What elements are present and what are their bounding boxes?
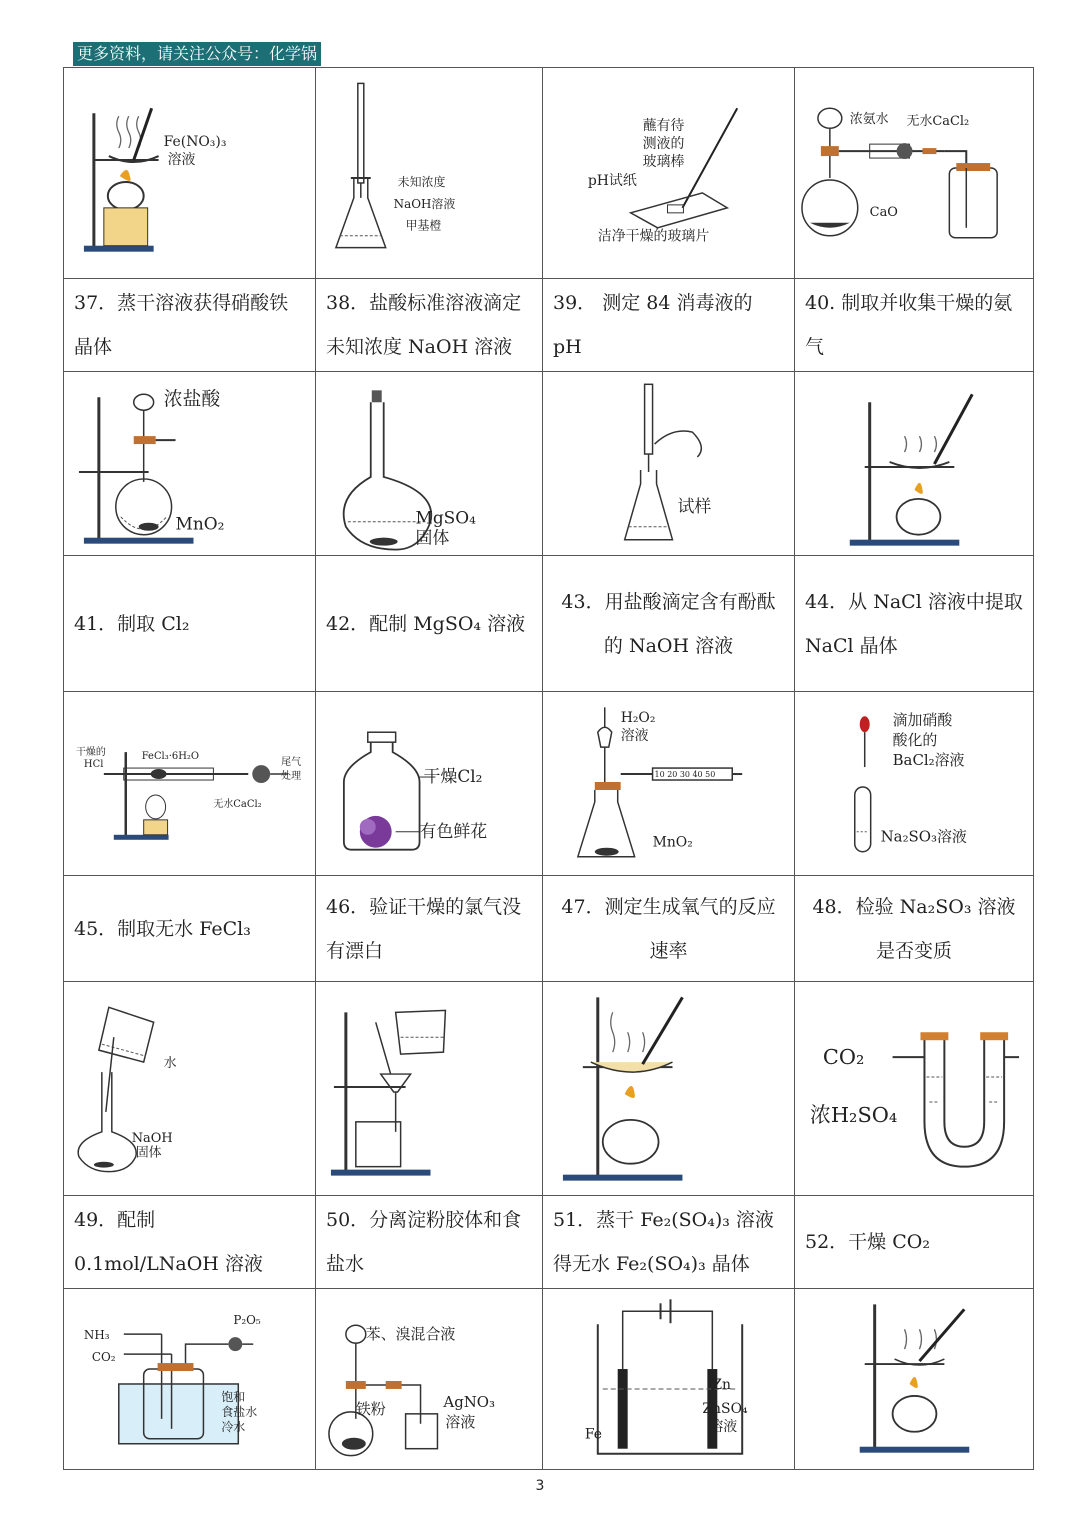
caption-43: 43．用盐酸滴定含有酚酞的 NaOH 溶液 bbox=[543, 556, 795, 692]
label-conc-ammonia: 浓氨水 bbox=[849, 112, 889, 128]
label-agno3: AgNO₃ bbox=[443, 1392, 496, 1411]
label-h2o2-solution: 溶液 bbox=[620, 728, 649, 745]
figure-56 bbox=[795, 1289, 1034, 1470]
label-bacl2: BaCl₂溶液 bbox=[892, 751, 965, 770]
label-acidified: 酸化的 bbox=[892, 731, 938, 750]
label-mgso4: MgSO₄ bbox=[415, 507, 476, 528]
label-fe-no3: Fe(NO₃)₃ bbox=[163, 134, 227, 151]
figure-53 bbox=[64, 1289, 316, 1470]
label-conc-hcl: 浓盐酸 bbox=[163, 388, 221, 411]
label-syringe-scale: 10 20 30 40 50 bbox=[654, 770, 716, 780]
figure-43 bbox=[543, 372, 795, 556]
figure-54 bbox=[316, 1289, 543, 1470]
label-colored-flower: 有色鲜花 bbox=[419, 820, 488, 841]
label-co2-53: CO₂ bbox=[91, 1350, 116, 1365]
label-solid: 固体 bbox=[415, 527, 450, 548]
label-agno3-solution: 溶液 bbox=[445, 1412, 476, 1431]
caption-46: 46．验证干燥的氯气没有漂白 bbox=[316, 876, 543, 982]
label-fe: Fe bbox=[584, 1426, 603, 1443]
figure-42 bbox=[316, 372, 543, 556]
label-benzene-bromine: 苯、溴混合液 bbox=[365, 1325, 456, 1344]
label-h2o2: H₂O₂ bbox=[620, 710, 656, 727]
figure-37 bbox=[64, 68, 316, 279]
caption-52: 52．干燥 CO₂ bbox=[795, 1196, 1034, 1289]
label-naoh: NaOH溶液 bbox=[393, 196, 456, 211]
label-p2o5: P₂O₅ bbox=[233, 1313, 261, 1328]
label-cold-water: 冷水 bbox=[221, 1419, 246, 1434]
label-methyl-orange: 甲基橙 bbox=[405, 218, 442, 233]
caption-41: 41．制取 Cl₂ bbox=[64, 556, 316, 692]
label-rod-1: 蘸有待 bbox=[642, 118, 685, 135]
label-water: 水 bbox=[163, 1056, 177, 1072]
figure-51 bbox=[543, 982, 795, 1196]
label-mno2-47: MnO₂ bbox=[652, 834, 693, 851]
label-glass-plate: 洁净干燥的玻璃片 bbox=[597, 228, 710, 245]
label-co2: CO₂ bbox=[822, 1045, 865, 1070]
label-na2so3: Na₂SO₃溶液 bbox=[880, 827, 967, 846]
label-iron-powder: 铁粉 bbox=[355, 1399, 386, 1418]
figure-38 bbox=[316, 68, 543, 279]
experiment-table bbox=[63, 67, 1034, 1470]
caption-47: 47．测定生成氧气的反应速率 bbox=[543, 876, 795, 982]
caption-49: 49．配制 0.1mol/LNaOH 溶液 bbox=[64, 1196, 316, 1289]
figure-44 bbox=[795, 372, 1034, 556]
label-unknown-conc: 未知浓度 bbox=[397, 174, 446, 189]
page-number: 3 bbox=[535, 1478, 545, 1494]
caption-40: 40. 制取并收集干燥的氨气 bbox=[795, 279, 1034, 372]
label-rod-2: 测液的 bbox=[642, 136, 685, 153]
figure-55 bbox=[543, 1289, 795, 1470]
label-nh3: NH₃ bbox=[83, 1328, 110, 1343]
label-zn: Zn bbox=[712, 1376, 731, 1393]
label-solid-49: 固体 bbox=[135, 1145, 162, 1161]
caption-37: 37．蒸干溶液获得硝酸铁晶体 bbox=[64, 279, 316, 372]
figure-52 bbox=[795, 982, 1034, 1196]
caption-44: 44．从 NaCl 溶液中提取 NaCl 晶体 bbox=[795, 556, 1034, 692]
label-sample: 试样 bbox=[677, 495, 712, 516]
caption-38: 38．盐酸标准溶液滴定未知浓度 NaOH 溶液 bbox=[316, 279, 543, 372]
caption-39: 39． 测定 84 消毒液的 pH bbox=[543, 279, 795, 372]
figure-49 bbox=[64, 982, 316, 1196]
label-mno2: MnO₂ bbox=[175, 513, 225, 534]
label-naoh-49: NaOH bbox=[131, 1130, 173, 1146]
caption-48: 48．检验 Na₂SO₃ 溶液是否变质 bbox=[795, 876, 1034, 982]
figure-41 bbox=[64, 372, 316, 556]
label-hcl: HCl bbox=[83, 759, 104, 771]
label-treatment: 处理 bbox=[281, 771, 302, 783]
label-saturated: 饱和 bbox=[221, 1389, 246, 1404]
label-cacl2: 无水CaCl₂ bbox=[906, 114, 970, 130]
caption-42: 42．配制 MgSO₄ 溶液 bbox=[316, 556, 543, 692]
label-add-nitric: 滴加硝酸 bbox=[892, 711, 953, 730]
label-conc-h2so4: 浓H₂SO₄ bbox=[809, 1102, 898, 1127]
label-brine: 食盐水 bbox=[221, 1404, 258, 1419]
figure-40 bbox=[795, 68, 1034, 279]
label-dry: 干燥的 bbox=[75, 747, 106, 759]
header-banner: 更多资料，请关注公众号：化学锅 bbox=[73, 42, 321, 66]
label-dry-cl2: 干燥Cl₂ bbox=[423, 766, 483, 787]
figure-48 bbox=[795, 692, 1034, 876]
label-tail-gas: 尾气 bbox=[281, 757, 302, 769]
label-solution: 溶液 bbox=[167, 152, 196, 169]
caption-45: 45．制取无水 FeCl₃ bbox=[64, 876, 316, 982]
figure-39 bbox=[543, 68, 795, 279]
caption-51: 51．蒸干 Fe₂(SO₄)₃ 溶液得无水 Fe₂(SO₄)₃ 晶体 bbox=[543, 1196, 795, 1289]
label-ph-paper: pH试纸 bbox=[587, 172, 637, 189]
figure-45 bbox=[64, 692, 316, 876]
label-anhydrous-cacl2: 无水CaCl₂ bbox=[213, 798, 262, 810]
caption-50: 50．分离淀粉胶体和食盐水 bbox=[316, 1196, 543, 1289]
figure-46 bbox=[316, 692, 543, 876]
label-cao: CaO bbox=[869, 204, 898, 220]
figure-50 bbox=[316, 982, 543, 1196]
label-rod-3: 玻璃棒 bbox=[642, 154, 685, 171]
label-znso4-solution: 溶液 bbox=[709, 1418, 738, 1435]
label-znso4: ZnSO₄ bbox=[702, 1400, 748, 1417]
figure-47 bbox=[543, 692, 795, 876]
label-fecl3: FeCl₃·6H₂O bbox=[141, 751, 200, 763]
